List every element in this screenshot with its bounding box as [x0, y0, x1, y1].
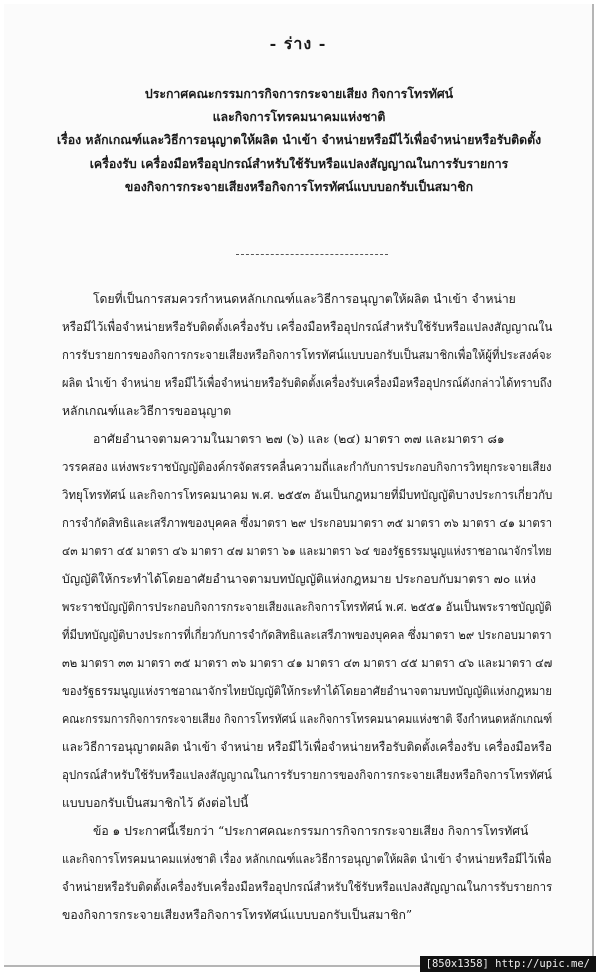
heading-line: ประกาศคณะกรรมการกิจการกระจายเสียง กิจการโทรทัศน์ [144, 86, 454, 101]
body-line: และวิธีการอนุญาตผลิต นำเข้า จำหน่าย หรือมีไว้เพื่อจำหน่ายหรือรับติดตั้งเครื่องรับ เครื่องมือหรือ [62, 740, 552, 754]
body-line: พระราชบัญญัติการประกอบกิจการกระจายเสียงและกิจการโทรทัศน์ พ.ศ. ๒๕๕๑ อันเป็นพระราชบัญญัติ [62, 600, 552, 614]
heading-line: เรื่อง หลักเกณฑ์และวิธีการอนุญาตให้ผลิต นำเข้า จำหน่ายหรือมีไว้เพื่อจำหน่ายหรือรับติดตั้ง [56, 132, 542, 148]
body-line: โดยที่เป็นการสมควรกำหนดหลักเกณฑ์และวิธีการอนุญาตให้ผลิต นำเข้า จำหน่าย [62, 292, 516, 306]
announcement-heading [24, 82, 574, 198]
body-line: ๔๓ มาตรา ๔๕ มาตรา ๔๖ มาตรา ๔๗ มาตรา ๖๑ และมาตรา ๖๔ ของรัฐธรรมนูญแห่งราชอาณาจักรไทย [62, 544, 552, 558]
body-line: การรับรายการของกิจการกระจายเสียงหรือกิจการโทรทัศน์แบบบอกรับเป็นสมาชิกเพื่อให้ผู้ที่ประสงค์จะ [62, 348, 552, 362]
body-line: การจำกัดสิทธิและเสรีภาพของบุคคล ซึ่งมาตรา ๒๙ ประกอบมาตรา ๓๕ มาตรา ๓๖ มาตรา ๔๑ มาตรา [62, 516, 553, 530]
heading-line: และกิจการโทรคมนาคมแห่งชาติ [212, 109, 386, 125]
body-line: ของรัฐธรรมนูญแห่งราชอาณาจักรไทยบัญญัติให้กระทำได้โดยอาศัยอำนาจตามบทบัญญัติแห่งกฎหมาย [62, 684, 552, 698]
heading-line: เครื่องรับ เครื่องมือหรืออุปกรณ์สำหรับใช้รับหรือแปลงสัญญาณในการรับรายการ [89, 155, 509, 171]
body-line: ผลิต นำเข้า จำหน่าย หรือมีไว้เพื่อจำหน่ายหรือรับติดตั้งเครื่องรับเครื่องมือหรืออุปกรณ์ดังกล่าวได้ทราบถึง [62, 376, 552, 390]
body-line: หรือมีไว้เพื่อจำหน่ายหรือรับติดตั้งเครื่องรับ เครื่องมือหรืออุปกรณ์สำหรับใช้รับหรือแปลงสัญญาณใน [62, 320, 553, 334]
body-line: หลักเกณฑ์และวิธีการขออนุญาต [62, 404, 232, 418]
image-host-badge: [850x1358] http://upic.me/ [420, 956, 596, 972]
body-line: อาศัยอำนาจตามความในมาตรา ๒๗ (๖) และ (๒๔) มาตรา ๓๗ และมาตรา ๘๑ [62, 432, 505, 446]
body-line: และกิจการโทรคมนาคมแห่งชาติ เรื่อง หลักเกณฑ์และวิธีการอนุญาตให้ผลิต นำเข้า จำหน่ายหรือมีไว้เพื่อ [62, 852, 552, 866]
body-line: วรรคสอง แห่งพระราชบัญญัติองค์กรจัดสรรคลื่นความถี่และกำกับการประกอบกิจการวิทยุกระจายเสียง [62, 460, 552, 474]
heading-line: ของกิจการกระจายเสียงหรือกิจการโทรทัศน์แบบบอกรับเป็นสมาชิก [124, 178, 474, 194]
body-line: ที่มีบทบัญญัติบางประการที่เกี่ยวกับการจำกัดสิทธิและเสรีภาพของบุคคล ซึ่งมาตรา ๒๙ ประกอบมาตรา [62, 628, 552, 642]
section-divider [236, 254, 388, 255]
draft-label: - ร่าง - [269, 34, 327, 53]
body-line: คณะกรรมการกิจการกระจายเสียง กิจการโทรทัศน์ และกิจการโทรคมนาคมแห่งชาติ จึงกำหนดหลักเกณฑ์ [62, 712, 553, 726]
body-line: บัญญัติให้กระทำได้โดยอาศัยอำนาจตามบทบัญญัติแห่งกฎหมาย ประกอบกับมาตรา ๗๐ แห่ง [62, 572, 536, 586]
body-line: อุปกรณ์สำหรับใช้รับหรือแปลงสัญญาณในการรับรายการของกิจการกระจายเสียงหรือกิจการโทรทัศน์ [62, 768, 552, 782]
body-line: แบบบอกรับเป็นสมาชิกไว้ ดังต่อไปนี้ [62, 796, 249, 810]
document-page [4, 4, 594, 967]
body-line: ของกิจการกระจายเสียงหรือกิจการโทรทัศน์แบบบอกรับเป็นสมาชิก” [62, 908, 413, 922]
body-line: วิทยุโทรทัศน์ และกิจการโทรคมนาคม พ.ศ. ๒๕๕๓ อันเป็นกฎหมายที่มีบทบัญญัติบางประการเกี่ยวกับ [62, 488, 553, 502]
body-line: จำหน่ายหรือรับติดตั้งเครื่องรับเครื่องมือหรืออุปกรณ์สำหรับใช้รับหรือแปลงสัญญาณในการรับรายการ [62, 880, 553, 894]
body-line: ๓๒ มาตรา ๓๓ มาตรา ๓๕ มาตรา ๓๖ มาตรา ๔๑ มาตรา ๔๓ มาตรา ๔๕ มาตรา ๔๖ และมาตรา ๔๗ [62, 656, 553, 670]
body-line: ข้อ ๑ ประกาศนี้เรียกว่า “ประกาศคณะกรรมการกิจการกระจายเสียง กิจการโทรทัศน์ [62, 824, 529, 838]
